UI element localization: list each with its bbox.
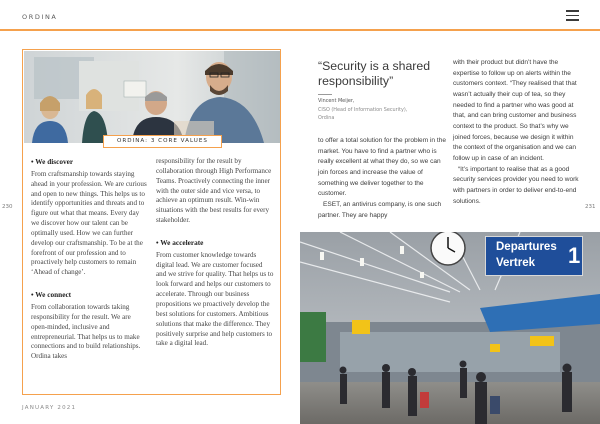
brand-name[interactable]: ORDINA	[22, 13, 58, 21]
quote-attribution	[318, 97, 428, 123]
issue-date: JANUARY 2021	[22, 405, 77, 411]
page-number-right: 231	[585, 204, 596, 210]
quote-author-name: Vincent Meijer,	[318, 98, 355, 104]
article-column-2	[453, 58, 581, 207]
accelerate-body: From customer knowledge towards digital lead. We are customer focused and we strive for quality. That helps us to look forward and helps our customers to accelerate. Through our business propositions we proactively develop the best solutions for customers. Ambitious solutions that make the difference. They positively surprise and help customers to take a digital lead.	[156, 250, 274, 348]
departures-sign-english: Departures	[496, 241, 557, 253]
departures-sign-dutch: Vertrek	[496, 257, 536, 269]
quote-divider	[318, 94, 332, 95]
gate-number: 1	[568, 243, 581, 268]
connect-heading: • We connect	[31, 290, 72, 300]
article-paragraph: “It’s important to realise that as a good security services provider you need to work with partners in order to deliver end-to-end solutions.	[453, 165, 579, 205]
values-column-left	[31, 157, 147, 370]
accelerate-heading: • We accelerate	[156, 237, 204, 247]
discover-heading: • We discover	[31, 157, 74, 166]
values-column-right	[156, 157, 274, 357]
discover-body: From craftsmanship towards staying ahead in your profession. We are curious and open to new things. This helps us to identify opportunities and threats and to figure out what that means. Every day we discover how our talent can be optimally used. How we can further develop our craftsmanship. To be at the forefront of our profession and to proactively help customers to remain ‘Ahead of change’.	[31, 169, 147, 277]
quote-author-company: Ordina	[318, 115, 335, 121]
header-divider	[0, 29, 600, 31]
hamburger-menu-icon[interactable]	[566, 10, 579, 21]
pull-quote: “Security is a shared responsibility”	[318, 59, 431, 88]
quote-author-role: CISO (Head of Information Security),	[318, 106, 408, 113]
article-paragraph: with their product but didn’t have the expertise to follow up on alerts within the customers context. “They realised that that wasn’t actually their cup of tea, so they needed to find a partner who was good at that, and can bring customer and business context to the product. So that’s why we joined forces, because we design it within the context of the organisation and we can follow up in case of an incident.	[453, 59, 577, 162]
departures-sign	[485, 236, 583, 276]
article-column-1	[318, 136, 446, 221]
article-paragraph: to offer a total solution for the problem in the market. You have to find a partner who is really excellent at what they do, so we can join forces and increase the value of something we deliver together to the customer.	[318, 137, 446, 198]
core-values-box	[22, 49, 281, 395]
office-team-photo	[24, 51, 280, 143]
page-number-left: 230	[2, 204, 13, 210]
article-paragraph: ESET, an antivirus company, is one such partner. They are happy	[318, 200, 442, 219]
connect-body: From collaboration towards taking responsibility for the result. We are open-minded, inclusive and entrepreneurial. That helps us to make connections and to build relationships. Ordina takes	[31, 302, 141, 361]
connect-body-continued: responsibility for the result by collaboration through High Performance Teams. Proactively connecting the inner with the outer side and vice versa, to achieve an optimum result. Win-win situations with the best results for every stakeholder.	[156, 157, 272, 225]
airport-departures-photo	[300, 232, 600, 424]
core-values-label: ORDINA: 3 CORE VALUES	[103, 135, 222, 148]
